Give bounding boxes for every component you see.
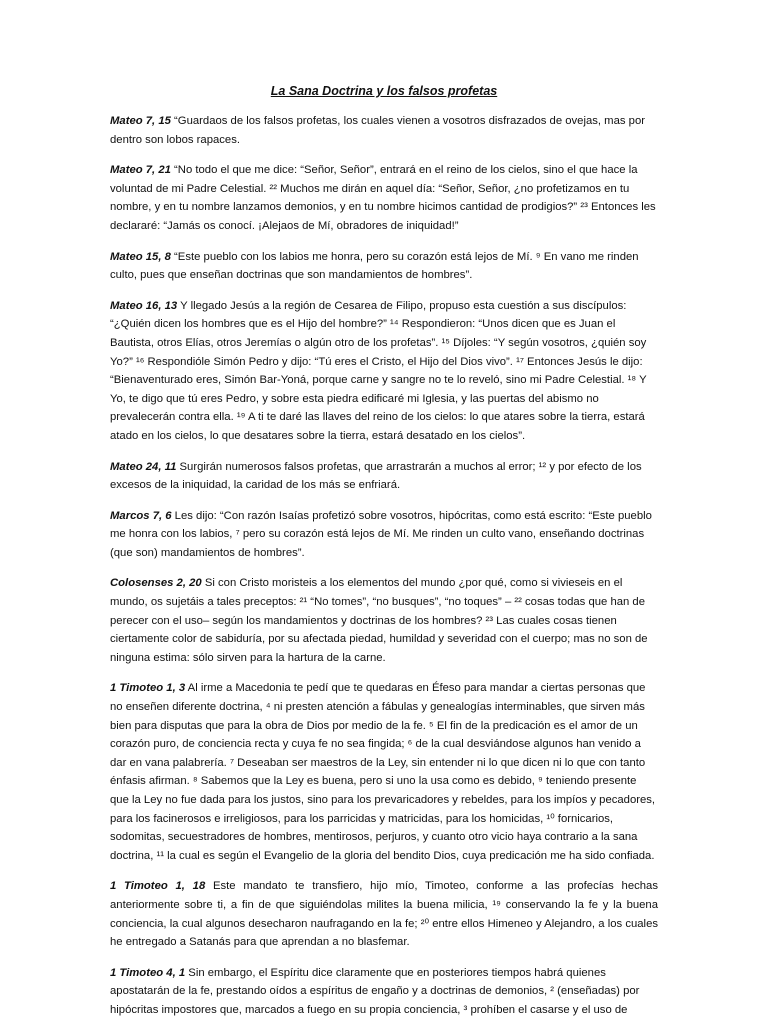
verse-reference: 1 Timoteo 4, 1 xyxy=(110,966,186,979)
verse-text: “No todo el que me dice: “Señor, Señor”, entrará en el reino de los cielos, sino el que hace la voluntad de mi Padre Celestial. ²² Muchos me dirán en aquel día: “Señor, Señor, ¿no profetizamos en tu nombre, y en tu nombre lanzamos demonios, y en tu nombre hicimos cantidad de prodigios?” ²³ Entonces les declararé: “Jamás os conocí. ¡Alejaos de Mí, obradores de iniquidad!” xyxy=(110,164,656,232)
verse-reference: Mateo 16, 13 xyxy=(110,299,178,312)
verse-paragraph xyxy=(110,574,658,667)
verse-reference: Colosenses 2, 20 xyxy=(110,577,202,590)
verse-paragraph xyxy=(110,507,658,563)
verse-paragraph xyxy=(110,877,658,951)
document-title: La Sana Doctrina y los falsos profetas xyxy=(270,84,498,98)
verse-reference: Mateo 7, 21 xyxy=(110,164,171,177)
verse-text: Si con Cristo moristeis a los elementos del mundo ¿por qué, como si vivieseis en el mundo, os sujetáis a tales preceptos: ²¹ “No tomes”, “no busques”, “no toques” – ²² cosas todas que han de perecer con el uso– según los mandamientos y doctrinas de los hombres? ²³ Las cuales cosas tienen ciertamente color de sabiduría, por su afectada piedad, humildad y severidad con el cuerpo; mas no son de ninguna estima: sólo sirven para la hartura de la carne. xyxy=(110,577,648,664)
verse-reference: Marcos 7, 6 xyxy=(110,509,172,522)
verse-reference: 1 Timoteo 1, 3 xyxy=(110,682,186,695)
verse-paragraph xyxy=(110,964,658,1020)
verse-reference: Mateo 15, 8 xyxy=(110,250,171,263)
verse-text: Sin embargo, el Espíritu dice claramente que en posteriores tiempos habrá quienes apostatarán de la fe, prestando oídos a espíritus de engaño y a doctrinas de demonios, ² (enseñadas) por hipócritas impostores que, marcados a fuego en su propia conciencia, ³ prohíben el casarse y el uso de xyxy=(110,966,640,1016)
verse-text: “Guardaos de los falsos profetas, los cuales vienen a vosotros disfrazados de ovejas, mas por dentro son lobos rapaces. xyxy=(110,115,645,146)
verse-paragraph xyxy=(110,458,658,495)
verse-paragraph xyxy=(110,679,658,865)
verse-text: Surgirán numerosos falsos profetas, que arrastrarán a muchos al error; ¹² y por efecto de los excesos de la iniquidad, la caridad de los más se enfriará. xyxy=(110,460,642,492)
verse-reference: 1 Timoteo 1, 18 xyxy=(110,880,206,893)
verse-paragraph xyxy=(110,297,658,446)
verse-paragraph xyxy=(110,248,658,285)
verse-reference: Mateo 7, 15 xyxy=(110,115,171,127)
verse-text: Al irme a Macedonia te pedí que te quedaras en Éfeso para mandar a ciertas personas que no enseñen diferente doctrina, ⁴ ni presten atención a fábulas y genealogías interminables, que sirven más bien para disputas que para la obra de Dios por medio de la fe. ⁵ El fin de la predicación es el amor de un corazón puro, de conciencia recta y cuya fe no sea fingida; ⁶ de la cual desviándose algunos han venido a dar en vana palabrería. ⁷ Deseaban ser maestros de la Ley, sin entender ni lo que dicen ni lo que con tanto énfasis afirman. ⁸ Sabemos que la Ley es buena, pero si uno la usa como es debido, ⁹ teniendo presente que la Ley no fue dada para los justos, sino para los prevaricadores y rebeldes, para los impíos y pecadores, para los facinerosos e irreligiosos, para los parricidas y matricidas, para los homicidas, ¹⁰ fornicarios, sodomitas, secuestradores de hombres, mentirosos, perjuros, y cuanto otro vicio haya contrario a la sana doctrina, ¹¹ la cual es según el Evangelio de la gloria del bendito Dios, cuya predicación me ha sido confiada. xyxy=(110,682,656,862)
verse-text: Y llegado Jesús a la región de Cesarea de Filipo, propuso esta cuestión a sus discípulos: “¿Quién dicen los hombres que es el Hijo del hombre?” ¹⁴ Respondieron: “Unos dicen que es Juan el Bautista, otros Elías, otros Jeremías o algún otro de los profetas”. ¹⁵ Díjoles: “Y según vosotros, ¿quién soy Yo?” ¹⁶ Respondióle Simón Pedro y dijo: “Tú eres el Cristo, el Hijo del Dios vivo”. ¹⁷ Entonces Jesús le dijo: “Bienaventurado eres, Simón Bar-Yoná, porque carne y sangre no te lo reveló, sino mi Padre Celestial. ¹⁸ Y Yo, te digo que tú eres Pedro, y sobre esta piedra edificaré mi Iglesia, y las puertas del abismo no prevalecerán contra ella. ¹⁹ A ti te daré las llaves del reino de los cielos: lo que atares sobre la tierra, estará atado en los cielos, lo que desatares sobre la tierra, estará desatado en los cielos”. xyxy=(110,299,647,442)
verse-paragraph xyxy=(110,112,658,149)
verse-text: “Este pueblo con los labios me honra, pero su corazón está lejos de Mí. ⁹ En vano me rinden culto, pues que enseñan doctrinas que son mandamientos de hombres”. xyxy=(110,250,639,282)
verse-paragraph xyxy=(110,161,658,235)
verse-text: Este mandato te transfiero, hijo mío, Timoteo, conforme a las profecías hechas anteriormente sobre ti, a fin de que siguiéndolas milites la buena milicia, ¹⁹ conservando la fe y la buena conciencia, la cual algunos desecharon naufragando en la fe; ²⁰ entre ellos Himeneo y Alejandro, a los cuales he entregado a Satanás para que aprendan a no blasfemar. xyxy=(110,880,658,949)
verse-reference: Mateo 24, 11 xyxy=(110,460,177,473)
verse-text: Les dijo: “Con razón Isaías profetizó sobre vosotros, hipócritas, como está escrito: “Este pueblo me honra con los labios, ⁷ pero su corazón está lejos de Mí. Me rinden un culto vano, enseñando doctrinas (que son) mandamientos de hombres”. xyxy=(110,509,652,559)
